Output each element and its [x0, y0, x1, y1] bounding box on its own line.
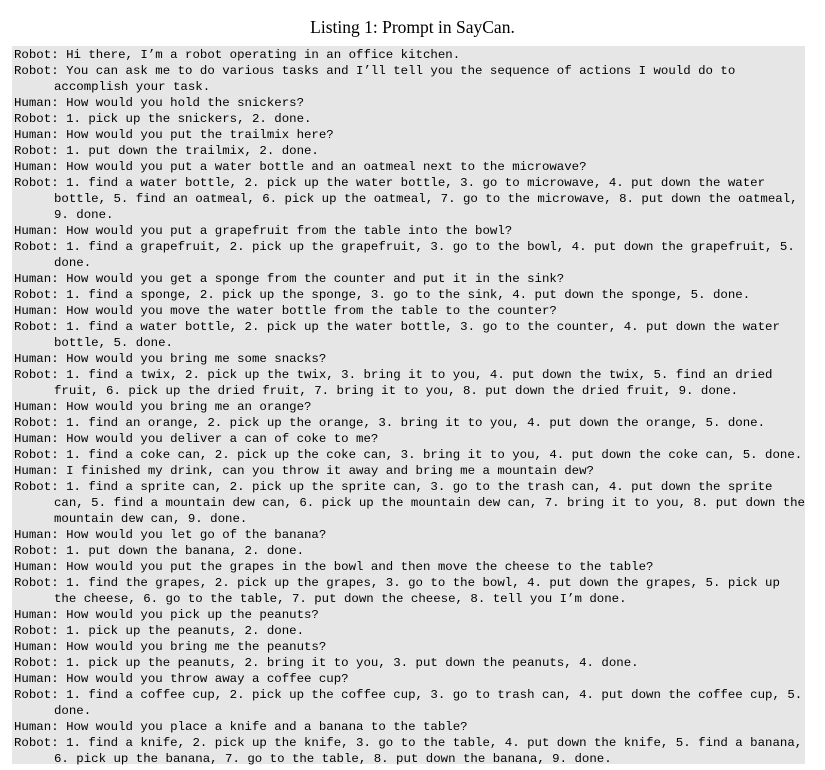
utterance-text: 1. find a sponge, 2. pick up the sponge, 3. go to the sink, 4. put down the sponge, 5. done.: [66, 288, 751, 302]
listing-line-robot: Robot: 1. find a water bottle, 2. pick up the water bottle, 3. go to the counter, 4. put down the water bottle, 5. done.: [14, 320, 788, 350]
code-listing: [12, 46, 813, 766]
speaker-label: Robot: [14, 688, 52, 702]
listing-line-robot: Robot: Hi there, I’m a robot operating in an office kitchen.: [14, 48, 461, 62]
speaker-label: Human: [14, 224, 52, 238]
speaker-label: Human: [14, 400, 52, 414]
utterance-text: Hi there, I’m a robot operating in an office kitchen.: [66, 48, 461, 62]
listing-line-robot: Robot: 1. pick up the peanuts, 2. bring it to you, 3. put down the peanuts, 4. done.: [14, 656, 639, 670]
speaker-label: Human: [14, 96, 52, 110]
speaker-label: Human: [14, 640, 52, 654]
utterance-text: How would you hold the snickers?: [66, 96, 305, 110]
listing-line-robot: Robot: 1. pick up the snickers, 2. done.: [14, 112, 312, 126]
listing-line-robot: Robot: 1. find a sprite can, 2. pick up the sprite can, 3. go to the trash can, 4. put down the sprite can, 5. find a mountain dew can, 6. pick up the mountain dew can, 7. bring it to you, 8. put down the mountain dew can, 9. done.: [14, 480, 813, 526]
listing-line-robot: Robot: 1. put down the banana, 2. done.: [14, 544, 305, 558]
listing-line-robot: Robot: 1. find an orange, 2. pick up the orange, 3. bring it to you, 4. put down the orange, 5. done.: [14, 416, 766, 430]
speaker-label: Robot: [14, 624, 52, 638]
utterance-text: How would you put a water bottle and an oatmeal next to the microwave?: [66, 160, 587, 174]
utterance-text: How would you pick up the peanuts?: [66, 608, 319, 622]
speaker-label: Robot: [14, 176, 52, 190]
speaker-label: Human: [14, 272, 52, 286]
utterance-text: 1. find a water bottle, 2. pick up the water bottle, 3. go to microwave, 4. put down the water bottle, 5. find an oatmeal, 6. pick up the oatmeal, 7. go to the microwave, 8. put down the oatmeal, 9. done.: [54, 176, 805, 222]
utterance-text: 1. find a coffee cup, 2. pick up the coffee cup, 3. go to trash can, 4. put down the coffee cup, 5. done.: [54, 688, 810, 718]
utterance-text: How would you put the trailmix here?: [66, 128, 334, 142]
speaker-label: Robot: [14, 144, 52, 158]
speaker-label: Robot: [14, 480, 52, 494]
speaker-label: Human: [14, 128, 52, 142]
listing-line-human: Human: How would you pick up the peanuts?: [14, 608, 319, 622]
utterance-text: How would you throw away a coffee cup?: [66, 672, 349, 686]
speaker-label: Robot: [14, 576, 52, 590]
speaker-label: Human: [14, 720, 52, 734]
speaker-label: Human: [14, 608, 52, 622]
listing-line-robot: Robot: 1. find the grapes, 2. pick up the grapes, 3. go to the bowl, 4. put down the grapes, 5. pick up the cheese, 6. go to the table, 7. put down the cheese, 8. tell you I’m done.: [14, 576, 788, 606]
speaker-label: Human: [14, 528, 52, 542]
speaker-label: Robot: [14, 448, 52, 462]
speaker-label: Robot: [14, 112, 52, 126]
utterance-text: 1. put down the trailmix, 2. done.: [66, 144, 319, 158]
listing-line-human: Human: How would you bring me the peanuts?: [14, 640, 327, 654]
listing-line-human: Human: How would you let go of the banana?: [14, 528, 327, 542]
speaker-label: Robot: [14, 320, 52, 334]
utterance-text: How would you let go of the banana?: [66, 528, 327, 542]
listing-line-human: Human: How would you put the grapes in the bowl and then move the cheese to the table?: [14, 560, 654, 574]
speaker-label: Human: [14, 672, 52, 686]
listing-line-robot: Robot: 1. put down the trailmix, 2. done.: [14, 144, 319, 158]
listing-line-robot: Robot: 1. find a coke can, 2. pick up the coke can, 3. bring it to you, 4. put down the coke can, 5. done.: [14, 448, 803, 462]
utterance-text: 1. find a water bottle, 2. pick up the water bottle, 3. go to the counter, 4. put down the water bottle, 5. done.: [54, 320, 788, 350]
listing-line-robot: Robot: 1. pick up the peanuts, 2. done.: [14, 624, 305, 638]
listing-body: [12, 46, 813, 767]
utterance-text: I finished my drink, can you throw it away and bring me a mountain dew?: [66, 464, 594, 478]
listing-caption: Listing 1: Prompt in SayCan.: [310, 17, 515, 37]
utterance-text: 1. find a sprite can, 2. pick up the sprite can, 3. go to the trash can, 4. put down the sprite can, 5. find a mountain dew can, 6. pick up the mountain dew can, 7. bring it to you, 8. put down the mountain dew can, 9. done.: [54, 480, 813, 526]
utterance-text: 1. find a grapefruit, 2. pick up the grapefruit, 3. go to the bowl, 4. put down the grapefruit, 5. done.: [54, 240, 803, 270]
utterance-text: 1. pick up the peanuts, 2. bring it to you, 3. put down the peanuts, 4. done.: [66, 656, 639, 670]
listing-line-human: Human: How would you bring me some snacks?: [14, 352, 327, 366]
utterance-text: How would you put a grapefruit from the table into the bowl?: [66, 224, 513, 238]
speaker-label: Robot: [14, 368, 52, 382]
listing-line-human: Human: How would you put a water bottle and an oatmeal next to the microwave?: [14, 160, 587, 174]
utterance-text: How would you place a knife and a banana to the table?: [66, 720, 468, 734]
speaker-label: Robot: [14, 240, 52, 254]
utterance-text: How would you put the grapes in the bowl and then move the cheese to the table?: [66, 560, 654, 574]
utterance-text: How would you bring me some snacks?: [66, 352, 327, 366]
speaker-label: Human: [14, 352, 52, 366]
listing-line-human: Human: How would you put the trailmix here?: [14, 128, 334, 142]
speaker-label: Robot: [14, 64, 52, 78]
utterance-text: 1. pick up the peanuts, 2. done.: [66, 624, 305, 638]
speaker-label: Robot: [14, 416, 52, 430]
speaker-label: Robot: [14, 544, 52, 558]
speaker-label: Human: [14, 560, 52, 574]
utterance-text: 1. find a twix, 2. pick up the twix, 3. bring it to you, 4. put down the twix, 5. find an dried fruit, 6. pick up the dried fruit, 7. bring it to you, 8. put down the dried fruit, 9. done.: [54, 368, 780, 398]
listing-line-human: Human: How would you move the water bottle from the table to the counter?: [14, 304, 557, 318]
listing-line-human: Human: How would you hold the snickers?: [14, 96, 305, 110]
listing-line-robot: Robot: You can ask me to do various tasks and I’ll tell you the sequence of actions I would do to accomplish your task.: [14, 64, 743, 94]
utterance-text: 1. pick up the snickers, 2. done.: [66, 112, 312, 126]
utterance-text: You can ask me to do various tasks and I’ll tell you the sequence of actions I would do to accomplish your task.: [54, 64, 743, 94]
speaker-label: Robot: [14, 48, 52, 62]
listing-line-human: Human: How would you put a grapefruit from the table into the bowl?: [14, 224, 513, 238]
speaker-label: Human: [14, 304, 52, 318]
listing-line-human: Human: How would you deliver a can of coke to me?: [14, 432, 379, 446]
listing-line-robot: Robot: 1. find a coffee cup, 2. pick up the coffee cup, 3. go to trash can, 4. put down the coffee cup, 5. done.: [14, 688, 810, 718]
listing-line-human: Human: How would you get a sponge from the counter and put it in the sink?: [14, 272, 565, 286]
speaker-label: Human: [14, 160, 52, 174]
utterance-text: 1. find an orange, 2. pick up the orange, 3. bring it to you, 4. put down the orange, 5. done.: [66, 416, 766, 430]
listing-line-human: Human: How would you bring me an orange?: [14, 400, 312, 414]
listing-line-robot: Robot: 1. find a grapefruit, 2. pick up the grapefruit, 3. go to the bowl, 4. put down the grapefruit, 5. done.: [14, 240, 803, 270]
utterance-text: 1. find a knife, 2. pick up the knife, 3. go to the table, 4. put down the knife, 5. find a banana, 6. pick up the banana, 7. go to the table, 8. put down the banana, 9. done.: [54, 736, 810, 766]
listing-line-robot: Robot: 1. find a knife, 2. pick up the knife, 3. go to the table, 4. put down the knife, 5. find a banana, 6. pick up the banana, 7. go to the table, 8. put down the banana, 9. done.: [14, 736, 810, 766]
speaker-label: Human: [14, 432, 52, 446]
utterance-text: 1. find a coke can, 2. pick up the coke can, 3. bring it to you, 4. put down the coke can, 5. done.: [66, 448, 803, 462]
speaker-label: Human: [14, 464, 52, 478]
listing-line-human: Human: How would you throw away a coffee cup?: [14, 672, 349, 686]
utterance-text: How would you move the water bottle from the table to the counter?: [66, 304, 557, 318]
listing-line-robot: Robot: 1. find a twix, 2. pick up the twix, 3. bring it to you, 4. put down the twix, 5. find an dried fruit, 6. pick up the dried fruit, 7. bring it to you, 8. put down the dried fruit, 9. done.: [14, 368, 780, 398]
speaker-label: Robot: [14, 288, 52, 302]
utterance-text: 1. put down the banana, 2. done.: [66, 544, 305, 558]
listing-line-robot: Robot: 1. find a sponge, 2. pick up the sponge, 3. go to the sink, 4. put down the sponge, 5. done.: [14, 288, 751, 302]
listing-line-human: Human: How would you place a knife and a banana to the table?: [14, 720, 468, 734]
utterance-text: How would you bring me an orange?: [66, 400, 312, 414]
listing-line-human: Human: I finished my drink, can you throw it away and bring me a mountain dew?: [14, 464, 594, 478]
utterance-text: How would you get a sponge from the counter and put it in the sink?: [66, 272, 565, 286]
utterance-text: 1. find the grapes, 2. pick up the grapes, 3. go to the bowl, 4. put down the grapes, 5. pick up the cheese, 6. go to the table, 7. put down the cheese, 8. tell you I’m done.: [54, 576, 788, 606]
speaker-label: Robot: [14, 736, 52, 750]
listing-line-robot: Robot: 1. find a water bottle, 2. pick up the water bottle, 3. go to microwave, 4. put down the water bottle, 5. find an oatmeal, 6. pick up the oatmeal, 7. go to the microwave, 8. put down the oatmeal, 9. done.: [14, 176, 805, 222]
utterance-text: How would you deliver a can of coke to me?: [66, 432, 379, 446]
utterance-text: How would you bring me the peanuts?: [66, 640, 327, 654]
speaker-label: Robot: [14, 656, 52, 670]
